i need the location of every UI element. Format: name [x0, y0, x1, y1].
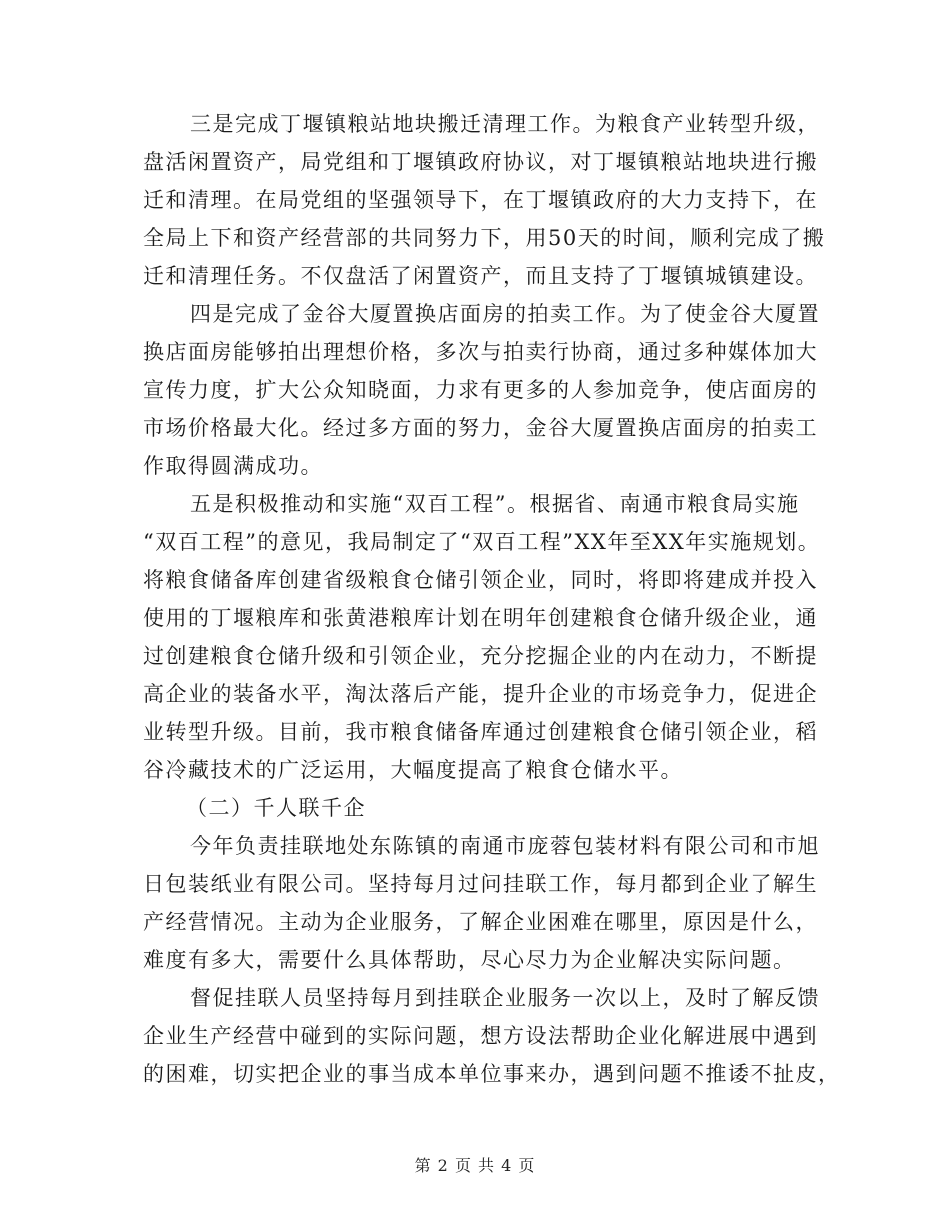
- text-line: 作取得圆满成功。: [143, 454, 323, 478]
- text-line: 难度有多大，需要什么具体帮助，尽心尽力为企业解决实际问题。: [143, 948, 796, 972]
- text-line: 企业生产经营中碰到的实际问题，想方设法帮助企业化解进展中遇到: [143, 1024, 818, 1048]
- text-line: 业转型升级。目前，我市粮食储备库通过创建粮食仓储引领企业，稻: [143, 720, 818, 744]
- text-line: 的困难，切实把企业的事当成本单位事来办，遇到问题不推诿不扯皮，: [143, 1062, 841, 1086]
- text-line: 督促挂联人员坚持每月到挂联企业服务一次以上，及时了解反馈: [190, 986, 820, 1010]
- text-line: 今年负责挂联地处东陈镇的南通市庞蓉包装材料有限公司和市旭: [190, 834, 820, 858]
- text-line: 使用的丁堰粮库和张黄港粮库计划在明年创建粮食仓储升级企业，通: [143, 606, 818, 630]
- text-line: 高企业的装备水平，淘汰落后产能，提升企业的市场竞争力，促进企: [143, 682, 818, 706]
- text-line: 三是完成丁堰镇粮站地块搬迁清理工作。为粮食产业转型升级，: [190, 112, 820, 136]
- text-line: 盘活闲置资产，局党组和丁堰镇政府协议，对丁堰镇粮站地块进行搬: [143, 150, 818, 174]
- text-line: 迁和清理。在局党组的坚强领导下，在丁堰镇政府的大力支持下，在: [143, 188, 818, 212]
- text-line: 谷冷藏技术的广泛运用，大幅度提高了粮食仓储水平。: [143, 758, 683, 782]
- text-line: 产经营情况。主动为企业服务，了解企业困难在哪里，原因是什么，: [143, 910, 818, 934]
- text-line: 五是积极推动和实施“双百工程”。根据省、南通市粮食局实施: [190, 492, 800, 516]
- text-line: 过创建粮食仓储升级和引领企业，充分挖掘企业的内在动力，不断提: [143, 644, 818, 668]
- section-heading: （二）千人联千企: [186, 796, 366, 820]
- text-line: 日包装纸业有限公司。坚持每月过问挂联工作，每月都到企业了解生: [143, 872, 818, 896]
- page-footer: 第 2 页 共 4 页: [414, 1156, 536, 1175]
- text-line: 全局上下和资产经营部的共同努力下，用50天的时间，顺利完成了搬: [143, 226, 826, 250]
- text-line: 市场价格最大化。经过多方面的努力，金谷大厦置换店面房的拍卖工: [143, 416, 818, 440]
- text-line: 四是完成了金谷大厦置换店面房的拍卖工作。为了使金谷大厦置: [190, 302, 820, 326]
- text-line: “双百工程”的意见，我局制定了“双百工程”XX年至XX年实施规划。: [143, 530, 821, 554]
- text-line: 将粮食储备库创建省级粮食仓储引领企业，同时，将即将建成并投入: [143, 568, 818, 592]
- text-line: 宣传力度，扩大公众知晓面，力求有更多的人参加竞争，使店面房的: [143, 378, 818, 402]
- text-line: 换店面房能够拍出理想价格，多次与拍卖行协商，通过多种媒体加大: [143, 340, 818, 364]
- text-line: 迁和清理任务。不仅盘活了闲置资产，而且支持了丁堰镇城镇建设。: [143, 264, 818, 288]
